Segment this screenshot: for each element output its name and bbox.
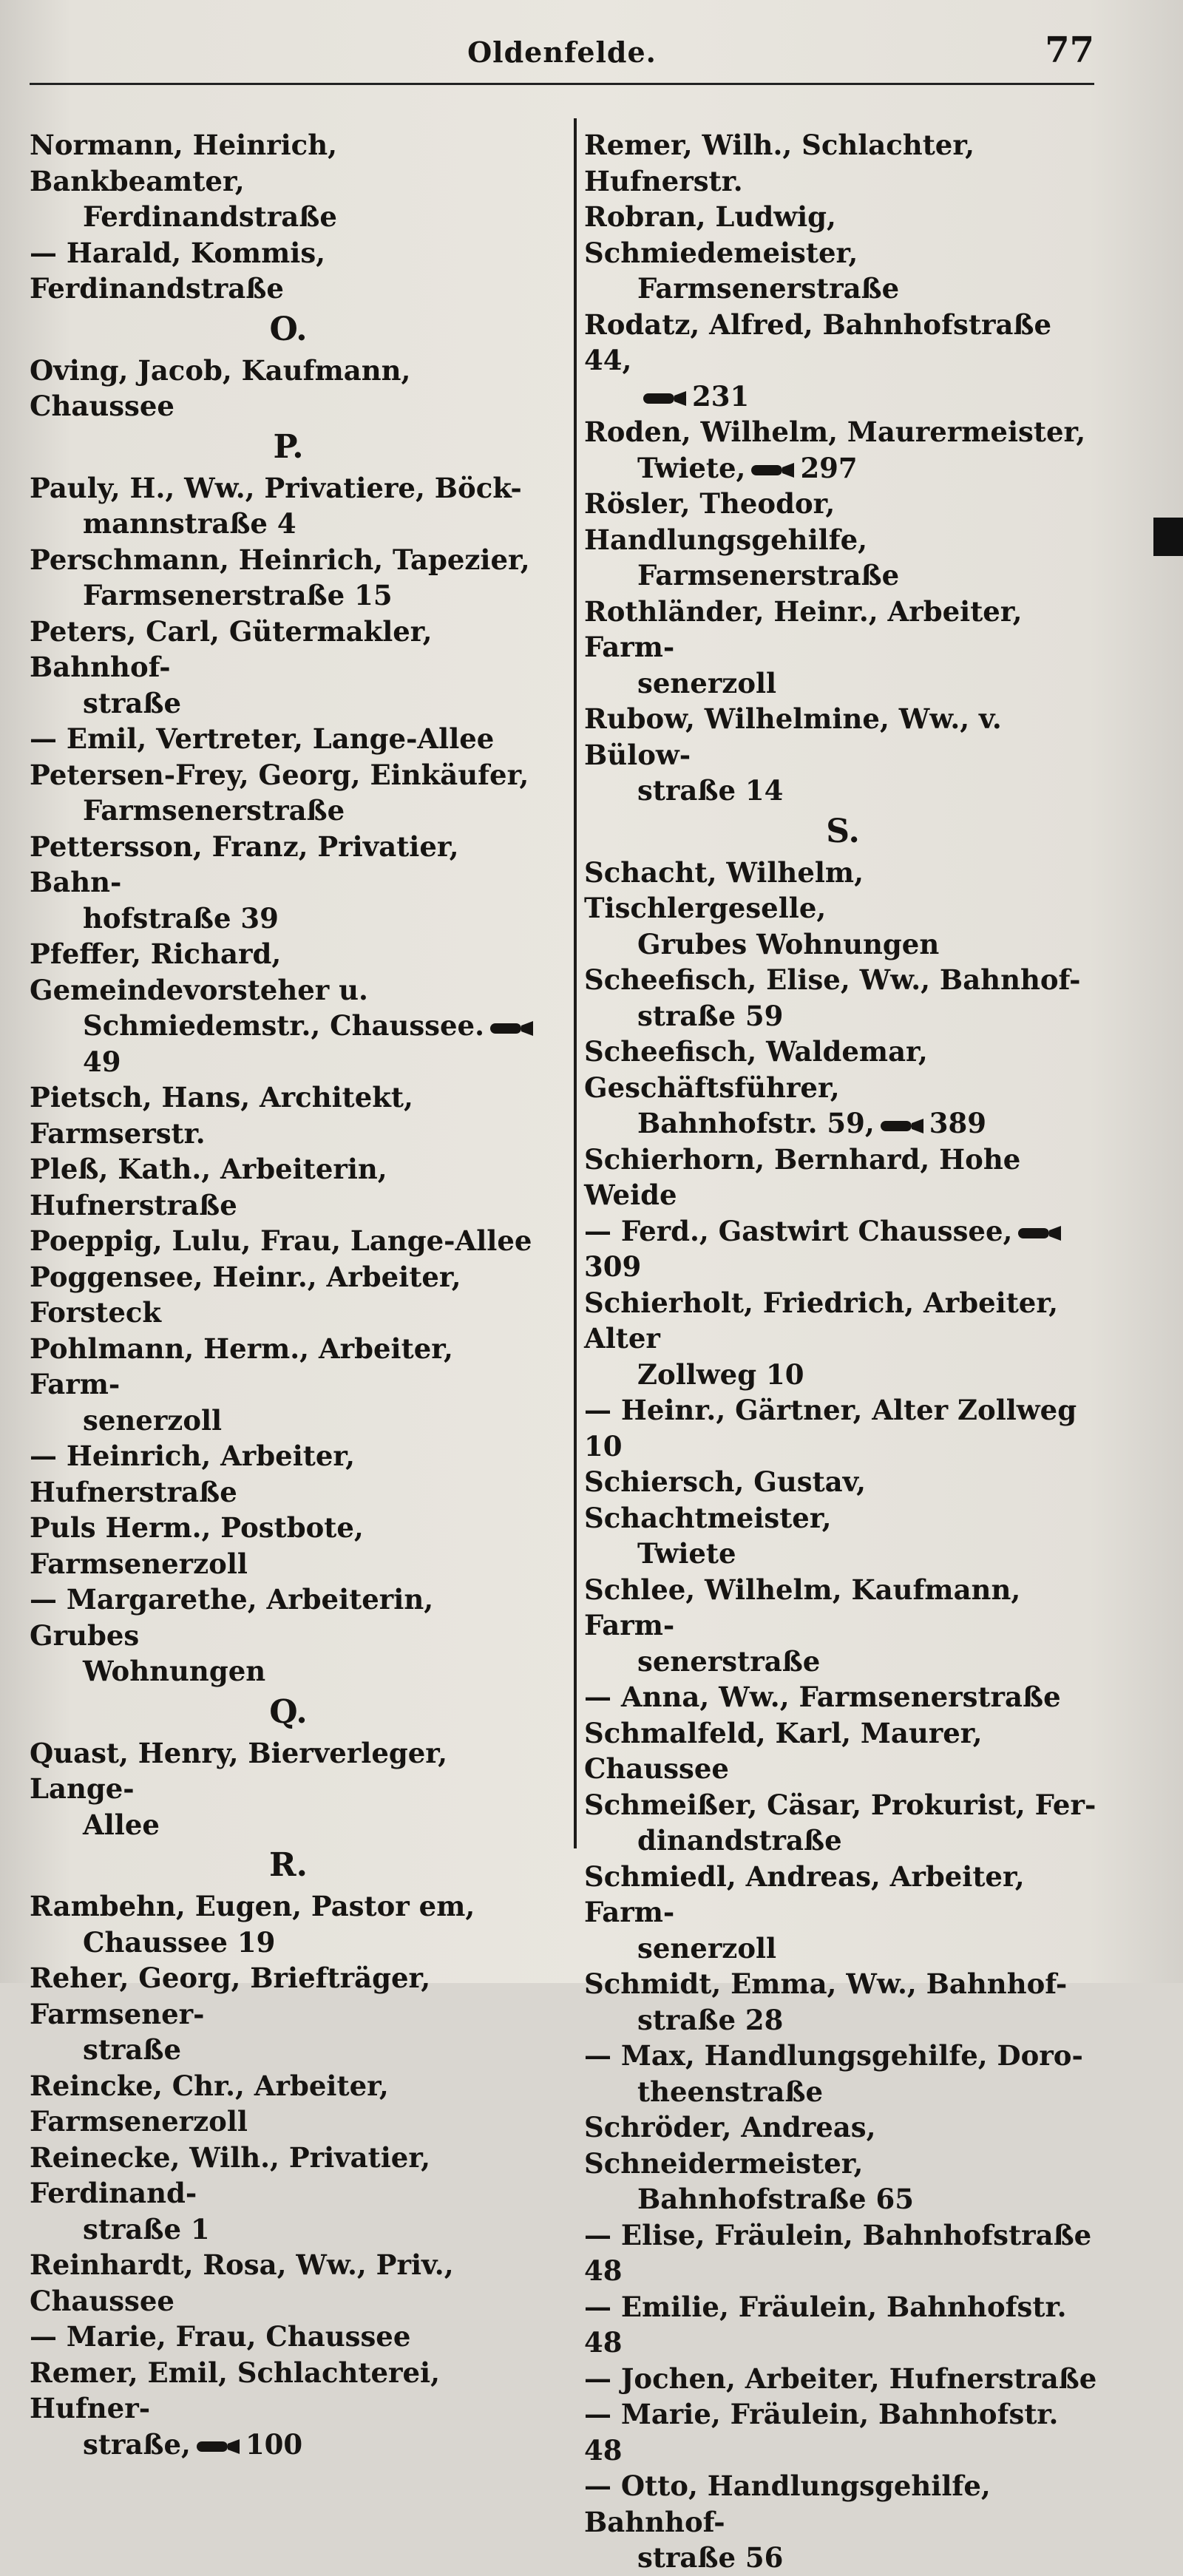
entry-text: hofstraße 39 bbox=[83, 901, 279, 935]
entry-text: — Emilie, Fräulein, Bahnhofstr. 48 bbox=[584, 2290, 1067, 2359]
entry-text: Schmeißer, Cäsar, Prokurist, Fer- bbox=[584, 1788, 1096, 1821]
entry-text: S. bbox=[826, 812, 860, 850]
entry-text: Q. bbox=[269, 1692, 308, 1731]
entry-continuation bbox=[584, 2074, 1102, 2110]
entry-continuation bbox=[30, 2211, 547, 2248]
entry-continuation bbox=[584, 926, 1102, 963]
section-letter bbox=[584, 809, 1102, 855]
entry-continuation bbox=[30, 1008, 547, 1079]
directory-entry bbox=[584, 1715, 1102, 1787]
directory-entry bbox=[584, 1213, 1102, 1285]
directory-entry bbox=[584, 2468, 1102, 2540]
entry-text: R. bbox=[269, 1846, 308, 1884]
entry-text: Rothländer, Heinr., Arbeiter, Farm- bbox=[584, 594, 1023, 663]
entry-text: — Marie, Frau, Chaussee bbox=[30, 2320, 411, 2353]
directory-entry bbox=[584, 1679, 1102, 1715]
directory-entry bbox=[30, 1438, 547, 1510]
entry-continuation bbox=[584, 557, 1102, 594]
entry-text: Schmiedl, Andreas, Arbeiter, Farm- bbox=[584, 1860, 1025, 1928]
entry-text: — Max, Handlungsgehilfe, Doro- bbox=[584, 2039, 1083, 2072]
entry-text: straße 56 bbox=[637, 2541, 784, 2574]
entry-continuation bbox=[584, 379, 1102, 415]
section-letter bbox=[30, 1843, 547, 1888]
entry-text: Schierhorn, Bernhard, Hohe Weide bbox=[584, 1142, 1021, 1211]
entry-continuation bbox=[30, 2427, 547, 2463]
page-number: 77 bbox=[1045, 30, 1094, 71]
entry-text: Schmidt, Emma, Ww., Bahnhof- bbox=[584, 1967, 1068, 2000]
directory-entry bbox=[584, 701, 1102, 773]
entry-text: Quast, Henry, Bierverleger, Lange- bbox=[30, 1736, 447, 1805]
entry-text: Bahnhofstraße 65 bbox=[637, 2183, 914, 2215]
section-letter bbox=[30, 424, 547, 470]
entry-text: Perschmann, Heinrich, Tapezier, bbox=[30, 543, 530, 576]
section-letter bbox=[30, 1689, 547, 1735]
telephone-icon bbox=[195, 2437, 241, 2456]
right-column bbox=[584, 127, 1102, 2576]
directory-entry bbox=[30, 829, 547, 901]
entry-text: Poeppig, Lulu, Frau, Lange-Allee bbox=[30, 1224, 532, 1257]
directory-entry bbox=[30, 127, 547, 199]
entry-text: — Heinr., Gärtner, Alter Zollweg 10 bbox=[584, 1394, 1077, 1462]
entry-continuation bbox=[584, 271, 1102, 307]
entry-text: Schiersch, Gustav, Schachtmeister, bbox=[584, 1465, 867, 1534]
directory-entry bbox=[30, 1510, 547, 1582]
entry-text: senerzoll bbox=[83, 1403, 223, 1437]
entry-continuation bbox=[30, 577, 547, 614]
directory-entry bbox=[30, 2319, 547, 2355]
directory-entry bbox=[584, 414, 1102, 450]
entry-continuation bbox=[30, 793, 547, 829]
entry-continuation bbox=[30, 1807, 547, 1843]
directory-entry bbox=[584, 1464, 1102, 1536]
directory-entry bbox=[30, 757, 547, 793]
entry-text: Bahnhofstr. 59, bbox=[637, 1107, 875, 1139]
left-column bbox=[30, 127, 547, 2462]
entry-text: Remer, Emil, Schlachterei, Hufner- bbox=[30, 2356, 440, 2424]
entry-text: Twiete, bbox=[637, 451, 746, 484]
entry-text: Twiete bbox=[637, 1537, 736, 1570]
entry-text: straße 59 bbox=[637, 999, 784, 1032]
entry-text: senerstraße bbox=[637, 1644, 821, 1678]
telephone-icon bbox=[750, 461, 796, 480]
entry-text: Reher, Georg, Briefträger, Farmsener- bbox=[30, 1962, 431, 2030]
entry-text: Oving, Jacob, Kaufmann, Chaussee bbox=[30, 353, 411, 422]
entry-text: Petersen-Frey, Georg, Einkäufer, bbox=[30, 758, 529, 791]
entry-text: straße 28 bbox=[637, 2003, 784, 2036]
entry-text: — Elise, Fräulein, Bahnhofstraße 48 bbox=[584, 2218, 1092, 2287]
entry-continuation bbox=[30, 685, 547, 722]
phone-number: 297 bbox=[800, 451, 858, 484]
entry-text: Peters, Carl, Gütermakler, Bahnhof- bbox=[30, 614, 433, 683]
entry-text: Schmiedemstr., Chaussee. bbox=[83, 1009, 484, 1042]
directory-entry bbox=[584, 1285, 1102, 1357]
phone-number: 100 bbox=[245, 2427, 303, 2461]
entry-text: Remer, Wilh., Schlachter, Hufnerstr. bbox=[584, 129, 975, 197]
entry-text: Pietsch, Hans, Architekt, Farmserstr. bbox=[30, 1081, 413, 1150]
telephone-icon bbox=[642, 389, 688, 408]
telephone-icon bbox=[879, 1116, 925, 1136]
entry-text: Pfeffer, Richard, Gemeindevorsteher u. bbox=[30, 938, 368, 1006]
phone-number: 49 bbox=[83, 1045, 121, 1078]
entry-text: Rodatz, Alfred, Bahnhofstraße 44, bbox=[584, 308, 1052, 376]
directory-entry bbox=[30, 1259, 547, 1331]
directory-entry bbox=[30, 235, 547, 307]
directory-entry bbox=[30, 2355, 547, 2427]
entry-continuation bbox=[584, 998, 1102, 1034]
entry-text: Schierholt, Friedrich, Arbeiter, Alter bbox=[584, 1286, 1059, 1355]
entry-text: Pohlmann, Herm., Arbeiter, Farm- bbox=[30, 1332, 453, 1400]
entry-text: Farmsenerstraße bbox=[637, 272, 900, 305]
entry-text: Roden, Wilhelm, Maurermeister, bbox=[584, 416, 1086, 448]
directory-entry bbox=[30, 1888, 547, 1925]
entry-text: Ferdinandstraße bbox=[83, 200, 337, 233]
directory-entry bbox=[30, 542, 547, 578]
directory-entry bbox=[30, 1582, 547, 1653]
entry-text: Reincke, Chr., Arbeiter, Farmsenerzoll bbox=[30, 2069, 389, 2138]
entry-text: straße bbox=[83, 686, 182, 719]
directory-entry bbox=[584, 855, 1102, 926]
entry-continuation bbox=[584, 1931, 1102, 1967]
directory-entry bbox=[584, 1859, 1102, 1931]
entry-text: Farmsenerstraße bbox=[637, 559, 900, 592]
entry-text: Schacht, Wilhelm, Tischlergeselle, bbox=[584, 855, 864, 924]
directory-entry bbox=[584, 2361, 1102, 2397]
entry-text: straße 14 bbox=[637, 774, 784, 807]
entry-continuation bbox=[584, 1536, 1102, 1572]
entry-text: Reinecke, Wilh., Privatier, Ferdinand- bbox=[30, 2141, 431, 2209]
directory-entry bbox=[584, 2109, 1102, 2181]
telephone-icon bbox=[1017, 1224, 1062, 1243]
entry-text: — Harald, Kommis, Ferdinandstraße bbox=[30, 236, 326, 305]
directory-entry bbox=[584, 486, 1102, 557]
entry-text: Grubes Wohnungen bbox=[637, 927, 940, 960]
entry-continuation bbox=[584, 2181, 1102, 2217]
entry-continuation bbox=[30, 901, 547, 937]
header-rule bbox=[30, 83, 1094, 85]
directory-entry bbox=[584, 2289, 1102, 2361]
entry-continuation bbox=[30, 1653, 547, 1689]
entry-text: Rösler, Theodor, Handlungsgehilfe, bbox=[584, 487, 868, 556]
entry-text: Puls Herm., Postbote, Farmsenerzoll bbox=[30, 1511, 364, 1580]
entry-continuation bbox=[30, 506, 547, 542]
entry-text: Farmsenerstraße bbox=[83, 794, 345, 827]
entry-text: Rambehn, Eugen, Pastor em, bbox=[30, 1890, 475, 1922]
entry-text: Rubow, Wilhelmine, Ww., v. Bülow- bbox=[584, 702, 1002, 771]
directory-entry bbox=[30, 1331, 547, 1403]
entry-text: Schlee, Wilhelm, Kaufmann, Farm- bbox=[584, 1573, 1021, 1641]
directory-entry bbox=[30, 936, 547, 1008]
directory-entry bbox=[30, 721, 547, 757]
thumb-index-tab bbox=[1153, 518, 1183, 556]
directory-entry bbox=[584, 2217, 1102, 2289]
phone-number: 231 bbox=[692, 379, 750, 413]
entry-text: Scheefisch, Elise, Ww., Bahnhof- bbox=[584, 963, 1081, 996]
section-letter bbox=[30, 307, 547, 353]
entry-continuation bbox=[584, 450, 1102, 487]
directory-entry bbox=[584, 1392, 1102, 1464]
entry-text: — Anna, Ww., Farmsenerstraße bbox=[584, 1681, 1061, 1713]
entry-text: Scheefisch, Waldemar, Geschäftsführer, bbox=[584, 1035, 928, 1104]
directory-entry bbox=[30, 1223, 547, 1259]
phone-number: 389 bbox=[929, 1107, 986, 1139]
entry-text: senerzoll bbox=[637, 1931, 777, 1965]
page-header bbox=[30, 30, 1094, 81]
column-divider bbox=[574, 118, 577, 1848]
phone-number: 309 bbox=[584, 1250, 642, 1283]
telephone-icon bbox=[489, 1019, 535, 1038]
directory-entry bbox=[584, 127, 1102, 199]
entry-text: Pauly, H., Ww., Privatiere, Böck- bbox=[30, 471, 522, 504]
directory-entry bbox=[584, 1787, 1102, 1823]
directory-entry bbox=[30, 353, 547, 424]
entry-text: straße, bbox=[83, 2427, 191, 2461]
entry-text: — Heinrich, Arbeiter, Hufnerstraße bbox=[30, 1440, 356, 1508]
entry-text: Wohnungen bbox=[83, 1655, 266, 1687]
directory-entry bbox=[584, 962, 1102, 998]
entry-text: Chaussee 19 bbox=[83, 1925, 276, 1959]
directory-entry bbox=[584, 2038, 1102, 2074]
entry-continuation bbox=[584, 2002, 1102, 2038]
entry-continuation bbox=[584, 2540, 1102, 2576]
directory-entry bbox=[30, 2068, 547, 2140]
directory-entry bbox=[584, 1572, 1102, 1644]
directory-entry bbox=[584, 199, 1102, 271]
entry-text: Pettersson, Franz, Privatier, Bahn- bbox=[30, 830, 459, 898]
directory-entry bbox=[584, 594, 1102, 665]
entry-text: Allee bbox=[83, 1808, 160, 1841]
directory-entry bbox=[584, 1034, 1102, 1105]
directory-entry bbox=[30, 1960, 547, 2032]
entry-text: — Otto, Handlungsgehilfe, Bahnhof- bbox=[584, 2470, 991, 2538]
entry-text: straße 1 bbox=[83, 2212, 210, 2245]
running-head: Oldenfelde. bbox=[467, 35, 657, 69]
entry-text: straße bbox=[83, 2033, 182, 2066]
entry-text: Zollweg 10 bbox=[637, 1358, 804, 1391]
entry-text: — Emil, Vertreter, Lange-Allee bbox=[30, 722, 495, 755]
entry-continuation bbox=[584, 773, 1102, 809]
directory-entry bbox=[584, 1142, 1102, 1213]
entry-text: senerzoll bbox=[637, 666, 777, 699]
directory-entry bbox=[30, 614, 547, 685]
entry-text: mannstraße 4 bbox=[83, 507, 296, 540]
entry-text: — Margarethe, Arbeiterin, Grubes bbox=[30, 1583, 434, 1652]
entry-text: theenstraße bbox=[637, 2075, 824, 2108]
entry-text: Robran, Ludwig, Schmiedemeister, bbox=[584, 200, 858, 269]
directory-entry bbox=[30, 1735, 547, 1807]
entry-text: P. bbox=[273, 427, 304, 466]
entry-text: Pleß, Kath., Arbeiterin, Hufnerstraße bbox=[30, 1153, 387, 1221]
entry-continuation bbox=[584, 1357, 1102, 1393]
entry-continuation bbox=[584, 665, 1102, 702]
directory-entry bbox=[30, 2247, 547, 2319]
entry-continuation bbox=[584, 1644, 1102, 1680]
entry-continuation bbox=[30, 1403, 547, 1439]
directory-entry bbox=[584, 2396, 1102, 2468]
entry-text: Schröder, Andreas, Schneidermeister, bbox=[584, 2111, 876, 2180]
entry-text: Reinhardt, Rosa, Ww., Priv., Chaussee bbox=[30, 2248, 454, 2317]
entry-continuation bbox=[584, 1105, 1102, 1142]
directory-entry bbox=[30, 2140, 547, 2211]
entry-continuation bbox=[30, 199, 547, 235]
entry-text: — Ferd., Gastwirt Chaussee, bbox=[584, 1214, 1013, 1247]
entry-text: — Marie, Fräulein, Bahnhofstr. 48 bbox=[584, 2398, 1059, 2467]
entry-text: Farmsenerstraße 15 bbox=[83, 579, 393, 611]
entry-text: O. bbox=[269, 310, 308, 348]
entry-text: — Jochen, Arbeiter, Hufnerstraße bbox=[584, 2362, 1097, 2395]
directory-entry bbox=[584, 1966, 1102, 2002]
entry-text: Schmalfeld, Karl, Maurer, Chaussee bbox=[584, 1716, 983, 1785]
directory-entry bbox=[30, 1079, 547, 1151]
entry-text: Normann, Heinrich, Bankbeamter, bbox=[30, 129, 337, 197]
directory-entry bbox=[30, 470, 547, 506]
directory-entry bbox=[30, 1151, 547, 1223]
entry-continuation bbox=[584, 1823, 1102, 1859]
entry-continuation bbox=[30, 1925, 547, 1961]
entry-text: Poggensee, Heinr., Arbeiter, Forsteck bbox=[30, 1260, 461, 1329]
entry-text: dinandstraße bbox=[637, 1824, 842, 1857]
entry-continuation bbox=[30, 2032, 547, 2068]
directory-entry bbox=[584, 307, 1102, 379]
